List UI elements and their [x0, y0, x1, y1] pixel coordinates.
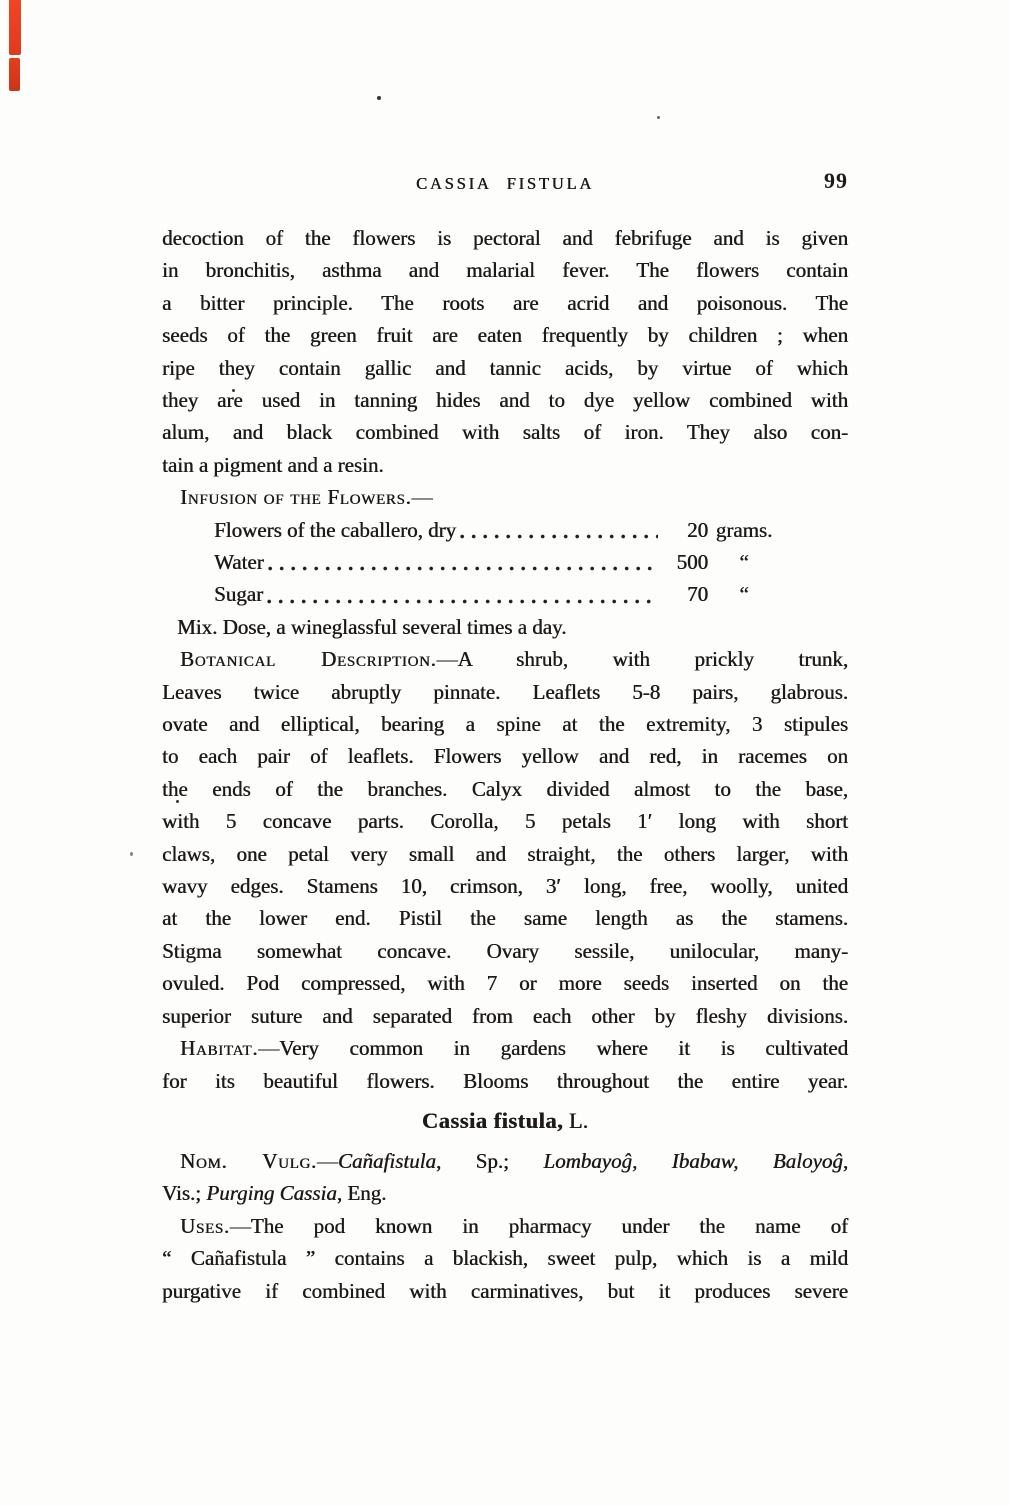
species-authority: L. [563, 1107, 589, 1133]
body-line: ovate and elliptical, bearing a spine at the extremity, 3 stipules [162, 712, 848, 737]
body-line [162, 1145, 848, 1177]
dot-leader [460, 534, 658, 539]
recipe-quantity: 70 [687, 582, 708, 607]
body-line [162, 1177, 848, 1209]
body-line: “ Cañafistula ” contains a blackish, sweet pulp, which is a mild [162, 1246, 848, 1271]
recipe-quantity: 500 [676, 550, 708, 575]
recipe-ingredient: Sugar [214, 582, 263, 607]
english-name: Purging Cassia [206, 1181, 337, 1206]
dot-leader [267, 599, 658, 604]
body-line: at the lower end. Pistil the same length as the stamens. [162, 906, 848, 931]
body-line: Stigma somewhat concave. Ovary sessile, unilocular, many- [162, 938, 848, 963]
recipe-quantity: 20 [687, 517, 708, 542]
body-text: —The pod known in pharmacy under the name of [229, 1213, 848, 1238]
recipe-unit-ditto: “ [739, 582, 749, 607]
body-line: the ends of the branches. Calyx divided almost to the base, [162, 776, 848, 801]
body-line: claws, one petal very small and straight, the others larger, with [162, 841, 848, 866]
dose-line: Mix. Dose, a wineglassful several times a day. [177, 614, 567, 639]
scan-speck [130, 852, 133, 856]
recipe-row [214, 578, 780, 610]
species-heading [162, 1104, 848, 1137]
body-line: tain a pigment and a resin. [162, 452, 384, 477]
dot-leader [268, 566, 658, 571]
section-lead-habitat: Habitat. [180, 1036, 259, 1061]
body-line [162, 1032, 848, 1064]
body-text: —A shrub, with prickly trunk, [436, 647, 848, 672]
species-name: Cassia fistula, [421, 1107, 564, 1133]
vernacular-names: Lombayoĝ, Ibabaw, Baloyoĝ, [543, 1148, 849, 1173]
body-line: wavy edges. Stamens 10, crimson, 3′ long, free, woolly, united [162, 874, 848, 899]
red-ink-margin-mark [9, 0, 21, 91]
body-line: decoction of the flowers is pectoral and febrifuge and is given [162, 226, 848, 250]
body-line: in bronchitis, asthma and malarial fever. The flowers contain [162, 258, 848, 283]
recipe-ingredient: Flowers of the caballero, dry [214, 517, 457, 542]
body-text: Vis.; [162, 1181, 207, 1206]
body-line: with 5 concave parts. Corolla, 5 petals 1′ long with short [162, 809, 848, 834]
recipe-unit-ditto: “ [739, 550, 749, 575]
red-ink-segment-top [9, 0, 21, 55]
scan-speck [657, 116, 660, 119]
page-number: 99 [824, 168, 848, 193]
body-line [162, 643, 848, 675]
body-line: a bitter principle. The roots are acrid and poisonous. The [162, 290, 848, 315]
recipe-unit: grams. [715, 517, 773, 542]
body-line: alum, and black combined with salts of iron. They also con- [162, 420, 848, 445]
body-line: superior suture and separated from each other by fleshy divisions. [162, 1003, 848, 1028]
dash: — [316, 1148, 338, 1173]
body-line: ripe they contain gallic and tannic acids, by virtue of which [162, 355, 848, 380]
section-lead-uses: Uses. [180, 1213, 230, 1238]
body-line: ovuled. Pod compressed, with 7 or more seeds inserted on the [162, 971, 848, 996]
body-text: , Sp.; [435, 1148, 544, 1173]
section-heading-text: Infusion of the Flowers.— [180, 485, 434, 510]
red-ink-segment-bottom [9, 58, 20, 91]
body-line: they are used in tanning hides and to dye yellow combined with [162, 388, 848, 413]
body-line: Leaves twice abruptly pinnate. Leaflets 5-8 pairs, glabrous. [162, 679, 848, 704]
text-column [162, 222, 848, 1307]
body-line: to each pair of leaflets. Flowers yellow and red, in racemes on [162, 744, 848, 769]
recipe-row [214, 546, 780, 578]
body-line: seeds of the green fruit are eaten frequently by children ; when [162, 323, 848, 348]
recipe-row [214, 514, 780, 546]
recipe-ingredient: Water [214, 550, 264, 575]
running-header-title: CASSIA FISTULA [416, 174, 594, 193]
vernacular-name: Cañafistula [337, 1148, 436, 1173]
body-line: for its beautiful flowers. Blooms throughout the entire year. [162, 1068, 848, 1093]
body-line [162, 1210, 848, 1242]
section-heading-infusion [162, 481, 848, 513]
body-line: purgative if combined with carminatives, but it produces severe [162, 1278, 848, 1303]
section-lead-botanical: Botanical Description. [180, 647, 437, 672]
scan-speck [377, 96, 381, 100]
section-lead-nom-vulg: Nom. Vulg. [180, 1148, 317, 1173]
body-text: —Very common in gardens where it is cultivated [258, 1036, 848, 1061]
body-text: , Eng. [336, 1181, 387, 1206]
